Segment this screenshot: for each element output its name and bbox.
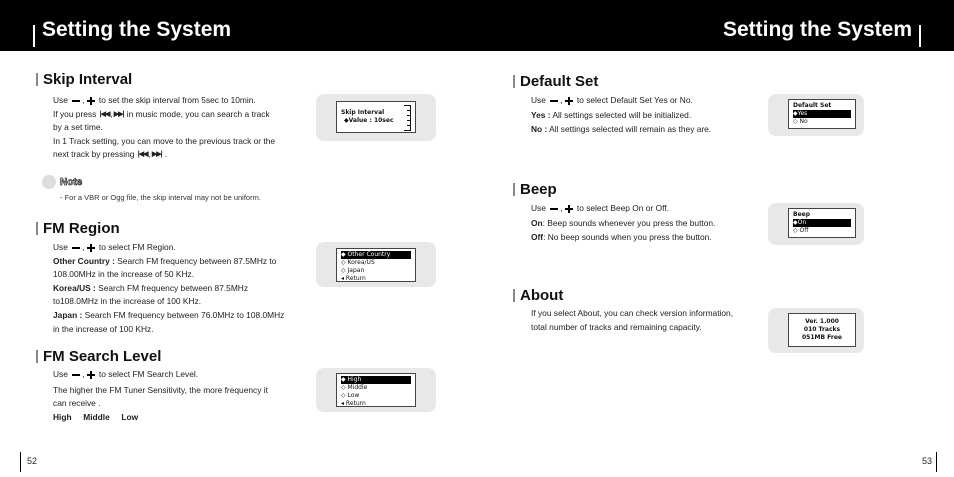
beep-heading bbox=[513, 181, 557, 198]
about-heading bbox=[513, 287, 563, 304]
fm-region-title: FM Region bbox=[43, 220, 120, 237]
page-tick-right bbox=[936, 452, 937, 472]
korea-text: Search FM frequency between 87.5MHz bbox=[98, 282, 249, 293]
use-label: Use bbox=[53, 95, 68, 105]
lcd-row-tracks: 010 Tracks bbox=[803, 326, 841, 333]
page-tick-left bbox=[20, 452, 21, 472]
yes-label: Yes : bbox=[531, 109, 551, 120]
lcd-row-on: ◆On bbox=[793, 219, 851, 227]
about-line-1: If you select About, you can check version information, bbox=[531, 308, 734, 318]
beep-text bbox=[531, 202, 715, 245]
lcd-row-return: ◂ Return bbox=[341, 275, 366, 282]
japan-label: Japan : bbox=[53, 309, 83, 320]
sep: , bbox=[110, 108, 113, 119]
skip-interval-text bbox=[53, 94, 275, 162]
about-title: About bbox=[520, 287, 564, 304]
note-icon bbox=[42, 175, 56, 189]
korea-text-2: to108.0MHz in the increase of 100 KHz. bbox=[53, 296, 202, 307]
skip-line-5b: . bbox=[164, 149, 168, 160]
heading-bar bbox=[36, 73, 38, 86]
lcd-row-return: ◂ Return bbox=[341, 400, 366, 407]
sep: , bbox=[560, 95, 563, 105]
fm-search-screen bbox=[316, 368, 436, 412]
lcd-row-yes: ◆Yes bbox=[793, 110, 851, 118]
japan-text: Search FM frequency between 76.0MHz to 108.0MHz bbox=[84, 309, 285, 320]
fm-search-title: FM Search Level bbox=[43, 348, 162, 365]
lcd-title: Default Set bbox=[793, 102, 832, 109]
other-country-text-2: 108.00MHz in the increase of 50 KHz. bbox=[53, 269, 195, 280]
header-tick-right bbox=[919, 25, 921, 47]
about-line-2: total number of tracks and remaining capacity. bbox=[531, 321, 702, 332]
lcd-row-no: ◇ No bbox=[793, 118, 808, 125]
skip-line-5a: next track by pressing bbox=[53, 149, 135, 160]
about-lcd bbox=[788, 313, 856, 347]
fm-search-line-3: can receive . bbox=[53, 398, 101, 409]
other-country-text: Search FM frequency between 87.5MHz to bbox=[117, 255, 277, 266]
prev-track-icon: |◀◀ bbox=[99, 110, 110, 118]
lcd-row-free: 051MB Free bbox=[802, 334, 842, 341]
header-title-left: Setting the System bbox=[42, 18, 232, 41]
lcd-row-version: Ver. 1.000 bbox=[805, 318, 839, 325]
fm-search-heading bbox=[36, 348, 161, 365]
minus-icon bbox=[71, 97, 81, 105]
no-label: No : bbox=[531, 124, 548, 135]
sep: , bbox=[82, 95, 85, 105]
off-text: : No beep sounds when you press the button. bbox=[543, 232, 712, 243]
skip-interval-heading bbox=[36, 71, 132, 88]
skip-interval-title: Skip Interval bbox=[43, 71, 133, 88]
lcd-row-korea: ◇ Korea/US bbox=[341, 259, 375, 266]
plus-icon bbox=[564, 97, 574, 105]
about-text bbox=[531, 307, 733, 334]
heading-bar bbox=[513, 75, 515, 88]
beep-lcd bbox=[788, 208, 856, 238]
default-set-text bbox=[531, 94, 711, 137]
heading-bar bbox=[36, 350, 38, 363]
fm-search-line-1: to select FM Search Level. bbox=[98, 369, 199, 379]
lcd-value: ◆Value : 10sec bbox=[344, 117, 394, 124]
other-country-label: Other Country : bbox=[53, 255, 115, 266]
fm-region-lcd bbox=[336, 248, 416, 282]
default-set-title: Default Set bbox=[520, 73, 599, 90]
page-number-left: 52 bbox=[27, 456, 38, 466]
sep: , bbox=[82, 242, 85, 252]
use-label: Use bbox=[53, 242, 68, 252]
beep-line-1: to select Beep On or Off. bbox=[576, 203, 669, 213]
header-tick-left bbox=[33, 25, 35, 47]
plus-icon bbox=[564, 205, 574, 213]
heading-bar bbox=[513, 289, 515, 302]
lcd-row-middle: ◇ Middle bbox=[341, 384, 368, 391]
fm-region-screen bbox=[316, 242, 436, 287]
japan-text-2: in the increase of 100 KHz. bbox=[53, 323, 154, 334]
use-label: Use bbox=[531, 203, 546, 213]
lcd-title: Beep bbox=[793, 211, 811, 218]
default-set-screen bbox=[768, 94, 864, 136]
fm-search-levels: High Middle Low bbox=[53, 411, 139, 422]
plus-icon bbox=[86, 371, 96, 379]
lcd-title: Skip Interval bbox=[341, 109, 385, 116]
heading-bar bbox=[36, 222, 38, 235]
lcd-scale bbox=[405, 105, 411, 131]
plus-icon bbox=[86, 97, 96, 105]
use-label: Use bbox=[53, 369, 68, 379]
minus-icon bbox=[549, 205, 559, 213]
fm-search-text bbox=[53, 368, 268, 424]
minus-icon bbox=[549, 97, 559, 105]
fm-region-heading bbox=[36, 220, 120, 237]
lcd-row-other-country: ◆ Other Country bbox=[341, 251, 411, 259]
skip-line-2b: in music mode, you can search a track bbox=[126, 108, 270, 119]
beep-screen bbox=[768, 203, 864, 245]
off-label: Off bbox=[531, 232, 544, 243]
lcd-row-off: ◇ Off bbox=[793, 227, 809, 234]
default-set-heading bbox=[513, 73, 598, 90]
korea-label: Korea/US : bbox=[53, 282, 96, 293]
heading-bar bbox=[513, 183, 515, 196]
sep: , bbox=[560, 203, 563, 213]
on-text: : Beep sounds whenever you press the button. bbox=[542, 217, 716, 228]
page-header bbox=[0, 0, 954, 51]
lcd-row-low: ◇ Low bbox=[341, 392, 360, 399]
minus-icon bbox=[71, 244, 81, 252]
skip-interval-screen bbox=[316, 94, 436, 141]
fm-region-line-1: to select FM Region. bbox=[98, 242, 176, 252]
lcd-row-high: ◆ High bbox=[341, 376, 411, 384]
prev-track-icon: |◀◀ bbox=[137, 151, 148, 159]
yes-text: All settings selected will be initialized. bbox=[552, 109, 692, 120]
skip-line-3: by a set time. bbox=[53, 122, 103, 133]
next-track-icon: ▶▶| bbox=[151, 151, 162, 159]
plus-icon bbox=[86, 244, 96, 252]
page-number-right: 53 bbox=[921, 456, 932, 466]
sep: , bbox=[148, 149, 151, 160]
default-set-lcd bbox=[788, 99, 856, 129]
skip-line-2a: If you press bbox=[53, 108, 97, 119]
beep-title: Beep bbox=[520, 181, 557, 198]
fm-region-text bbox=[53, 241, 284, 336]
on-label: On bbox=[531, 217, 543, 228]
minus-icon bbox=[71, 371, 81, 379]
sep: , bbox=[82, 369, 85, 379]
use-label: Use bbox=[531, 95, 546, 105]
skip-line-1: to set the skip interval from 5sec to 10min. bbox=[98, 95, 256, 105]
note-text: - For a VBR or Ogg file, the skip interval may not be uniform. bbox=[60, 193, 261, 202]
default-set-line-1: to select Default Set Yes or No. bbox=[576, 95, 693, 105]
lcd-row-japan: ◇ Japan bbox=[341, 267, 365, 274]
fm-search-line-2: The higher the FM Tuner Sensitivity, the more frequency it bbox=[53, 384, 268, 395]
skip-interval-lcd bbox=[336, 101, 416, 133]
skip-line-4: In 1 Track setting, you can move to the previous track or the bbox=[53, 135, 276, 146]
header-title-right: Setting the System bbox=[722, 18, 912, 41]
fm-search-lcd bbox=[336, 373, 416, 407]
note-label: Note bbox=[60, 177, 83, 188]
about-screen bbox=[768, 308, 864, 353]
next-track-icon: ▶▶| bbox=[113, 110, 124, 118]
no-text: All settings selected will remain as they are. bbox=[549, 124, 712, 135]
